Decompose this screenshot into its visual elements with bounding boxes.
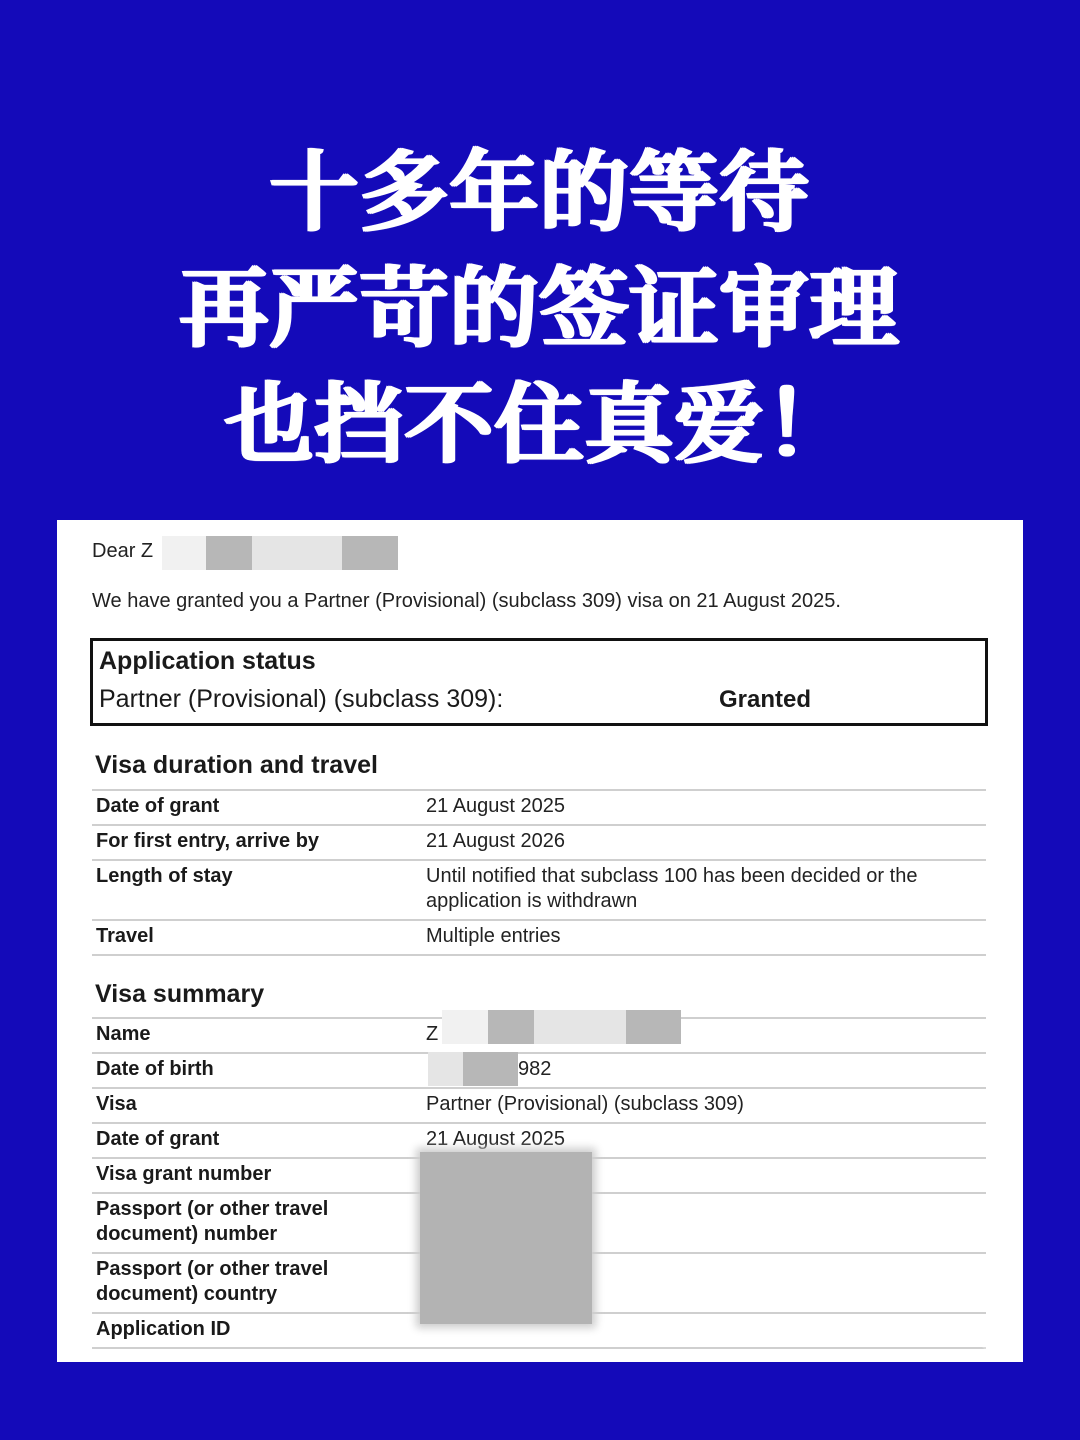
headline	[0, 135, 1080, 483]
visa-duration-title: Visa duration and travel	[95, 751, 378, 779]
watermark-badge	[981, 1336, 1009, 1350]
redaction-block	[442, 1010, 488, 1044]
greeting: Dear Z	[92, 540, 154, 562]
row-label: Name	[96, 1023, 151, 1045]
status-title: Application status	[99, 647, 316, 675]
row-value: 21 August 2026	[426, 830, 566, 852]
row-label: Visa grant number	[96, 1163, 272, 1185]
status-value: Granted	[719, 686, 812, 713]
row-value: Z	[426, 1023, 439, 1045]
row-value: Multiple entries	[426, 925, 561, 947]
redaction-block	[463, 1052, 518, 1086]
visa-summary-title: Visa summary	[95, 980, 265, 1008]
row-value: Until notified that subclass 100 has been decided or the application is withdrawn	[426, 865, 918, 912]
redaction-block	[626, 1010, 681, 1044]
redaction-block	[206, 536, 252, 570]
headline-line-1: 十多年的等待	[269, 141, 810, 244]
row-label: Date of grant	[96, 795, 220, 817]
table-row	[92, 824, 986, 859]
visa-duration-table	[92, 789, 986, 956]
row-label: Passport (or other travel document) number	[96, 1198, 329, 1245]
row-label: Length of stay	[96, 865, 233, 887]
row-value: 982	[518, 1058, 552, 1080]
redaction-block	[580, 1010, 626, 1044]
redaction-block	[428, 1052, 463, 1086]
row-value: 21 August 2025	[426, 795, 566, 817]
application-status-box	[90, 638, 988, 726]
redaction-block	[162, 536, 206, 570]
table-row	[92, 789, 986, 824]
row-label: For first entry, arrive by	[96, 830, 320, 852]
redaction-block	[420, 1152, 592, 1324]
row-value: 21 August 2025	[426, 1128, 566, 1150]
redaction-block	[252, 536, 298, 570]
redaction-block	[488, 1010, 534, 1044]
row-label: Date of grant	[96, 1128, 220, 1150]
redaction-block	[298, 536, 342, 570]
grant-intro-text: We have granted you a Partner (Provisional) (subclass 309) visa on 21 August 2025.	[92, 590, 841, 612]
visa-grant-document	[57, 520, 1023, 1362]
headline-line-2: 再严苛的签证审理	[179, 257, 900, 360]
row-label: Date of birth	[96, 1058, 214, 1080]
row-label: Travel	[96, 925, 154, 947]
row-value: Partner (Provisional) (subclass 309)	[426, 1093, 744, 1115]
row-label: Visa	[96, 1093, 137, 1115]
redaction-block	[534, 1010, 580, 1044]
table-row	[92, 1052, 986, 1087]
redaction-block	[342, 536, 398, 570]
table-row	[92, 919, 986, 956]
row-label: Passport (or other travel document) country	[96, 1258, 329, 1305]
row-label: Application ID	[96, 1318, 231, 1340]
table-row	[92, 1087, 986, 1122]
headline-line-3: 也挡不住真爱！	[224, 373, 855, 476]
status-label: Partner (Provisional) (subclass 309):	[99, 685, 504, 713]
table-row	[92, 859, 986, 919]
